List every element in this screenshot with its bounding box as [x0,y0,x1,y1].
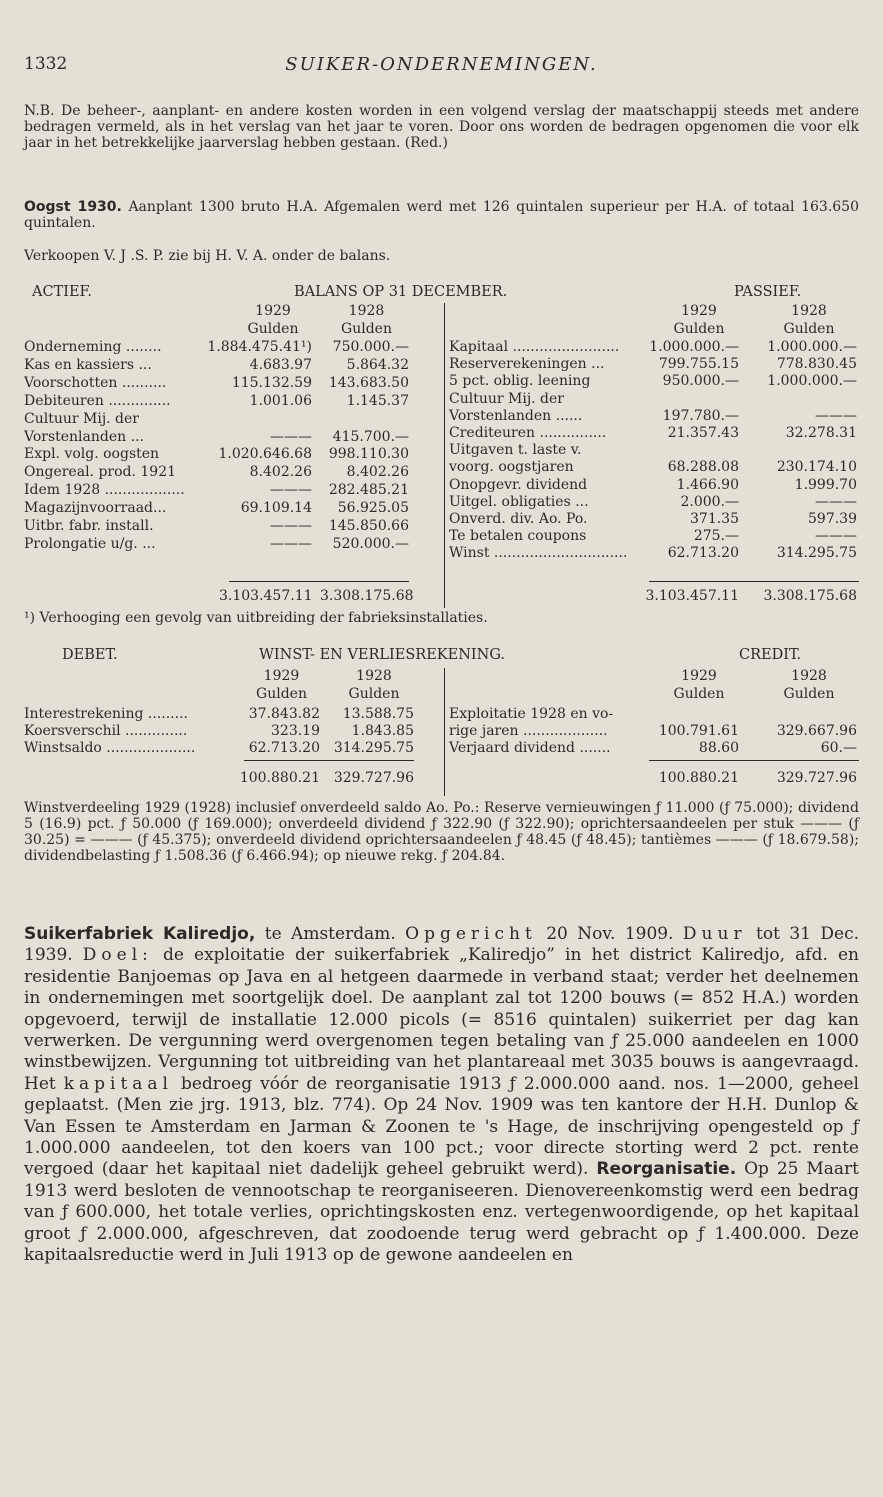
page-header [24,54,859,80]
credit-row-value-1928: 60.— [820,740,857,756]
actief-row-value-1928: 520.000.— [332,535,409,552]
passief-row-label: Crediteuren ............... [449,425,607,441]
actief-row-label: Cultuur Mij. der [24,410,140,427]
passief-unit-1928: Gulden [783,321,835,337]
oogst-label: Oogst 1930. [24,199,122,215]
balans-title: BALANS OP 31 DECEMBER. [294,284,508,300]
passief-row-label: Onopgevr. dividend [449,476,588,493]
credit-unit-1929: Gulden [673,686,725,702]
passief-row [449,494,869,510]
passief-row-label: Vorstenlanden ...... [449,407,583,424]
balans-totals-row [24,588,859,604]
actief-row-value-1929: ——— [270,428,312,445]
debet-total-1929: 100.880.21 [239,770,320,786]
actief-total-1928: 3.308.175.68 [320,588,414,604]
passief-total-rule [649,581,859,582]
actief-row-label: Voorschotten .......... [24,374,167,391]
running-title: SUIKER-ONDERNEMINGEN. [285,54,598,75]
credit-total-1928: 329.727.96 [776,770,857,786]
actief-row [24,500,444,516]
passief-row [449,459,869,475]
debet-year-1928: 1928 [356,668,392,684]
passief-row-label: Cultuur Mij. der [449,390,565,407]
actief-row-value-1929: ——— [270,518,312,534]
actief-row-value-1928: 143.683.50 [328,374,409,391]
passief-row-label: voorg. oogstjaren [449,459,574,476]
verkoopen-line: Verkoopen V. J .S. P. zie bij H. V. A. onder de balans. [24,248,391,264]
kaliredjo-text-6: Op 25 Maart 1913 werd besloten de vennootschap te reorganiseeren. Dienovereenkomstig werd een bedrag van ƒ 600.000, het totale verlies, oprichtingskosten enz. vertegenwoordigende, op het kapitaal groot ƒ 2.000.000, afgeschreven, dat zoodoende terug werd gebracht op ƒ 1.400.000. Deze kapitaalsreductie werd in Juli 1913 op de gewone aandeelen en [24,1159,859,1266]
actief-row-label: Idem 1928 .................. [24,482,185,499]
actief-row [24,518,444,534]
actief-row-label: Prolongatie u/g. ... [24,535,156,552]
actief-row-value-1929: ——— [270,535,312,552]
actief-row-value-1928: 415.700.— [332,428,409,445]
credit-label: CREDIT. [739,647,802,663]
kaliredjo-text-4: de exploitatie der suikerfabriek „Kaliredjo” in het district Kaliredjo, afd. en residentie Banjoemas op Java en al hetgeen daarmede in verband staat; verder het deelnemen in ondernemingen met soortgelijk doel. De aanplant zal tot 1200 bouws (= 852 H.A.) worden opgevoerd, terwijl de installatie 12.000 picols (= 8516 quintalen) suikerriet per dag kan verwerken. De vergunning werd overgenomen tegen betaling van ƒ 25.000 aandeelen en 1000 winstbewijzen. Vergunning tot uitbreiding van het plantareaal met 3035 bouws is aangevraagd. Het [24,945,859,1094]
credit-unit-1928: Gulden [783,686,835,702]
actief-year-1928: 1928 [348,303,385,319]
passief-row-value-1929: 371.35 [690,511,739,527]
passief-row-value-1928: 1.000.000.— [767,373,857,390]
oogst-paragraph [24,199,859,231]
credit-row [449,723,869,739]
kaliredjo-text-3: tot 31 Dec. 1939. [24,924,859,966]
passief-row [449,528,869,544]
passief-row [449,339,869,355]
passief-row-value-1928: 597.39 [808,511,857,527]
actief-row-value-1929: 1.020.646.68 [218,446,312,463]
actief-row [24,393,444,409]
passief-row [449,425,869,441]
debet-row-label: Interestrekening ......... [24,706,188,722]
passief-row [449,545,869,561]
kaliredjo-text-1: te Amsterdam. [255,924,406,944]
wv-totals-row [24,770,859,786]
passief-row-value-1928: ——— [815,493,857,510]
passief-row-value-1928: 32.278.31 [785,425,857,441]
wv-year-header [24,668,859,684]
actief-unit-1928: Gulden [341,321,392,337]
credit-year-1929: 1929 [681,668,717,684]
passief-row-value-1929: 2.000.— [680,493,739,510]
wv-table [24,668,859,796]
passief-unit-1929: Gulden [673,321,725,337]
passief-row-value-1928: 1.999.70 [794,476,857,493]
debet-unit-1929: Gulden [256,686,307,702]
credit-row-value-1928: 329.667.96 [776,723,857,739]
actief-row [24,429,444,445]
actief-row [24,464,444,480]
actief-row-value-1929: 1.884.475.41¹) [207,339,312,355]
passief-row-value-1929: 62.713.20 [667,545,739,562]
balans-year-header [24,303,859,319]
passief-row-value-1929: 197.780.— [662,407,739,424]
credit-row-value-1929: 100.791.61 [658,723,739,739]
passief-row-value-1929: 275.— [693,528,739,545]
balans-title-row [24,284,859,304]
nb-note: N.B. De beheer-, aanplant- en andere kosten worden in een volgend verslag der maatschappij steeds met andere bedragen vermeld, als in het verslag van het jaar te voren. Door ons worden de bedragen opgenomen die voor elk jaar in het betrekkelijke jaarverslag hebben gestaan. (Red.) [24,103,859,151]
actief-row-value-1928: 8.402.26 [346,464,409,481]
passief-row-value-1929: 799.755.15 [658,356,739,373]
kaliredjo-text-5: bedroeg vóór de reorganisatie 1913 ƒ 2.000.000 aand. nos. 1—2000, geheel geplaatst. (Men zie jrg. 1913, blz. 774). Op 24 Nov. 1909 was ten kantore der H.H. Dunlop & Van Essen te Amsterdam en Jarman & Zoonen te 's Hage, de inschrijving opengesteld op ƒ 1.000.000 aandeelen, tot den koers van 100 pct.; voor directe storting werd 2 pct. rente vergoed (daar het kapitaal niet dadelijk geheel gebruikt werd). [24,1073,859,1180]
passief-row-label: Kapitaal ........................ [449,339,620,355]
passief-row [449,408,869,424]
credit-row-label: rige jaren ................... [449,723,608,739]
debet-total-1928: 329.727.96 [333,770,414,786]
actief-row [24,339,444,355]
passief-row-value-1928: ——— [815,407,857,424]
passief-row-value-1929: 1.000.000.— [649,339,739,355]
actief-row-value-1929: 1.001.06 [249,392,312,409]
actief-row [24,536,444,552]
passief-row [449,442,869,458]
page-number: 1332 [24,54,68,74]
passief-row-value-1929: 68.288.08 [667,459,739,476]
passief-row-label: Onverd. div. Ao. Po. [449,511,588,527]
passief-year-1929: 1929 [681,303,717,319]
debet-unit-1928: Gulden [348,686,400,702]
kapitaal-label: kapitaal [63,1073,173,1094]
debet-row-value-1928: 13.588.75 [342,706,414,722]
debet-row-label: Koersverschil .............. [24,723,188,739]
credit-row [449,740,869,756]
passief-row-value-1928: 1.000.000.— [767,339,857,355]
passief-row-value-1928: 230.174.10 [776,459,857,476]
actief-row [24,446,444,462]
passief-total-1929: 3.103.457.11 [645,588,739,604]
actief-row-value-1928: 282.485.21 [328,482,409,499]
passief-row-value-1929: 950.000.— [662,373,739,390]
actief-total-rule [229,581,409,582]
credit-year-1928: 1928 [791,668,827,684]
reorganisatie-label: Reorganisatie. [596,1159,737,1180]
passief-row [449,373,869,389]
actief-row-value-1928: 1.145.37 [346,392,409,409]
actief-unit-1929: Gulden [247,321,299,337]
actief-row-label: Debiteuren .............. [24,392,171,409]
actief-row-value-1928: 56.925.05 [337,500,409,517]
actief-row [24,375,444,391]
passief-row-value-1928: 778.830.45 [776,356,857,373]
wv-unit-header [24,686,859,702]
actief-label: ACTIEF. [32,284,92,300]
actief-year-1929: 1929 [255,303,291,319]
actief-row-value-1929: 4.683.97 [249,356,312,373]
passief-row [449,391,869,407]
wv-title-row [24,647,859,667]
credit-row-value-1929: 88.60 [698,740,739,756]
passief-row-value-1929: 1.466.90 [676,476,739,493]
actief-row-value-1928: 998.110.30 [328,446,409,463]
debet-row-value-1929: 323.19 [271,723,320,739]
duur-label: Duur [682,924,747,944]
passief-label: PASSIEF. [734,284,802,300]
credit-row-label: Exploitatie 1928 en vo- [449,706,614,722]
passief-row-label: Uitgel. obligaties ... [449,493,589,510]
wv-title: WINST- EN VERLIESREKENING. [259,647,505,663]
passief-year-1928: 1928 [791,303,827,319]
kaliredjo-paragraph [24,924,859,1267]
actief-row-value-1929: 69.109.14 [240,500,312,517]
actief-row-label: Expl. volg. oogsten [24,446,160,463]
opgericht-label: Opgericht [405,924,537,944]
passief-row-value-1929: 21.357.43 [667,425,739,441]
debet-row-label: Winstsaldo .................... [24,740,196,756]
actief-row-label: Kas en kassiers ... [24,356,152,373]
actief-row [24,357,444,373]
actief-row-value-1928: 750.000.— [332,339,409,355]
passief-row [449,477,869,493]
kaliredjo-section [24,924,859,1267]
debet-row-value-1929: 62.713.20 [248,740,320,756]
passief-row-label: Winst .............................. [449,545,628,562]
actief-row-label: Magazijnvoorraad... [24,500,167,517]
debet-label: DEBET. [62,647,118,663]
actief-row-label: Ongereal. prod. 1921 [24,464,177,481]
actief-row-value-1929: 115.132.59 [231,374,312,391]
doel-label: Doel: [82,945,153,966]
actief-row-value-1929: ——— [270,482,312,499]
balans-table [24,303,859,608]
debet-year-1929: 1929 [263,668,300,684]
balans-unit-header [24,321,859,337]
company-name: Suikerfabriek Kaliredjo, [24,924,256,944]
debet-row [24,740,444,756]
debet-row-value-1928: 314.295.75 [333,740,414,756]
passief-total-1928: 3.308.175.68 [763,588,857,604]
debet-row [24,706,444,722]
balans-divider [444,303,445,608]
credit-total-1929: 100.880.21 [658,770,739,786]
passief-row [449,356,869,372]
debet-total-rule [244,760,414,761]
debet-row-value-1929: 37.843.82 [248,706,320,722]
debet-row-value-1928: 1.843.85 [351,723,414,739]
credit-row [449,706,869,722]
credit-row-label: Verjaard dividend ....... [449,740,611,756]
debet-row [24,723,444,739]
actief-row [24,482,444,498]
passief-row-label: 5 pct. oblig. leening [449,373,591,390]
passief-row-value-1928: ——— [815,528,857,545]
passief-row [449,511,869,527]
credit-total-rule [649,760,859,761]
actief-row-value-1928: 145.850.66 [328,518,409,534]
actief-row [24,411,444,427]
passief-row-value-1928: 314.295.75 [776,545,857,562]
passief-row-label: Reserverekeningen ... [449,356,605,373]
actief-row-value-1929: 8.402.26 [249,464,312,481]
actief-row-value-1928: 5.864.32 [346,356,409,373]
kaliredjo-text-2: 20 Nov. 1909. [536,924,683,944]
passief-row-label: Uitgaven t. laste v. [449,442,582,459]
winstverdeeling-paragraph: Winstverdeeling 1929 (1928) inclusief onverdeeld saldo Ao. Po.: Reserve vernieuwingen ƒ 11.000 (ƒ 75.000); dividend 5 (16.9) pct. ƒ 50.000 (ƒ 169.000); onverdeeld dividend ƒ 322.90 (ƒ 322.90); oprichtersaandeelen per stuk ——— (ƒ 30.25) = ——— (ƒ 45.375); onverdeeld dividend oprichtersaandeelen ƒ 48.45 (ƒ 48.45); tantièmes ——— (ƒ 18.679.58); dividendbelasting ƒ 1.508.36 (ƒ 6.466.94); op nieuwe rekg. ƒ 204.84. [24,800,859,864]
actief-row-label: Uitbr. fabr. install. [24,518,154,534]
oogst-text: Aanplant 1300 bruto H.A. Afgemalen werd met 126 quintalen superieur per H.A. of totaal 163.650 quintalen. [24,199,859,231]
passief-row-label: Te betalen coupons [449,528,587,545]
balans-footnote: ¹) Verhooging een gevolg van uitbreiding der fabrieksinstallaties. [24,610,488,626]
actief-row-label: Onderneming ........ [24,339,162,355]
actief-total-1929: 3.103.457.11 [219,588,313,604]
actief-row-label: Vorstenlanden ... [24,428,144,445]
